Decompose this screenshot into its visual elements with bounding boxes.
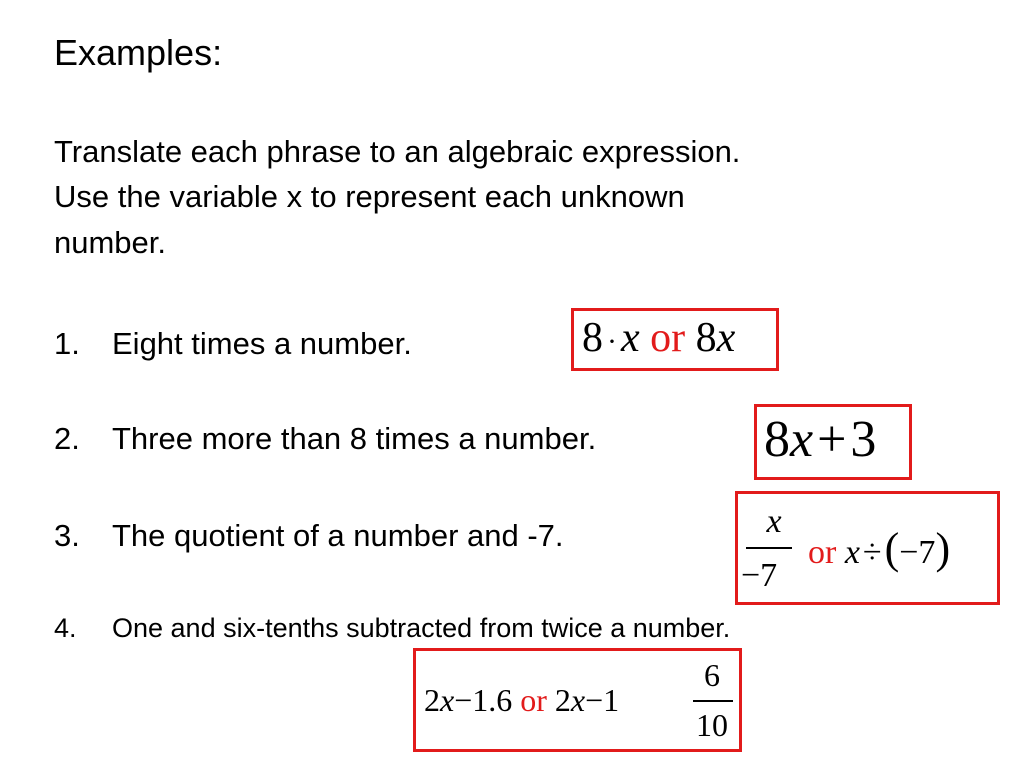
dot-operator: · bbox=[607, 325, 617, 358]
instruction-line-3: number. bbox=[54, 225, 167, 260]
problem-phrase: One and six-tenths subtracted from twice a number. bbox=[112, 613, 731, 643]
or-label: or bbox=[808, 534, 837, 571]
whole-number: 1 bbox=[603, 682, 620, 718]
problem-phrase: Three more than 8 times a number. bbox=[112, 421, 597, 456]
variable: x bbox=[440, 682, 455, 718]
problem-number: 3. bbox=[54, 518, 80, 553]
problem-phrase: Eight times a number. bbox=[112, 326, 412, 361]
variable: x bbox=[716, 315, 736, 361]
term: 2 bbox=[424, 682, 440, 718]
variable: x bbox=[621, 315, 640, 361]
decimal-term: 1.6 bbox=[472, 682, 513, 718]
slide-heading: Examples: bbox=[54, 32, 223, 73]
term: 8 bbox=[582, 315, 603, 361]
variable: x bbox=[844, 534, 860, 571]
answer-expression-2 bbox=[764, 410, 876, 470]
variable: x bbox=[790, 411, 814, 468]
negative-term: −7 bbox=[899, 534, 936, 571]
answer-expression-3b bbox=[808, 524, 951, 575]
right-paren: ) bbox=[935, 524, 951, 573]
term: 8 bbox=[764, 411, 790, 468]
variable: x bbox=[570, 682, 586, 718]
term: 3 bbox=[850, 411, 877, 468]
fraction-numerator: 6 bbox=[704, 657, 720, 693]
minus-operator: − bbox=[585, 682, 604, 718]
or-label: or bbox=[520, 682, 547, 718]
minus-operator: − bbox=[454, 682, 473, 718]
fraction-bar bbox=[746, 547, 792, 549]
fraction-denominator: −7 bbox=[741, 557, 778, 594]
answer-expression-1 bbox=[582, 314, 735, 366]
instruction-line-1: Translate each phrase to an algebraic expression. bbox=[54, 134, 741, 169]
or-label: or bbox=[650, 315, 686, 361]
problem-number: 2. bbox=[54, 421, 80, 456]
problem-number: 1. bbox=[54, 326, 80, 361]
term: 2 bbox=[554, 682, 571, 718]
instruction-line-2: Use the variable x to represent each unknown bbox=[54, 179, 685, 214]
answer-expression-4 bbox=[424, 680, 619, 720]
problem-number: 4. bbox=[54, 613, 77, 643]
left-paren: ( bbox=[884, 524, 900, 573]
fraction-numerator: x bbox=[766, 503, 782, 540]
term: 8 bbox=[695, 315, 717, 361]
fraction-denominator: 10 bbox=[696, 707, 728, 743]
divide-operator: ÷ bbox=[862, 534, 882, 571]
fraction-bar bbox=[693, 700, 733, 702]
problem-phrase: The quotient of a number and -7. bbox=[112, 518, 564, 553]
plus-operator: + bbox=[817, 411, 847, 468]
